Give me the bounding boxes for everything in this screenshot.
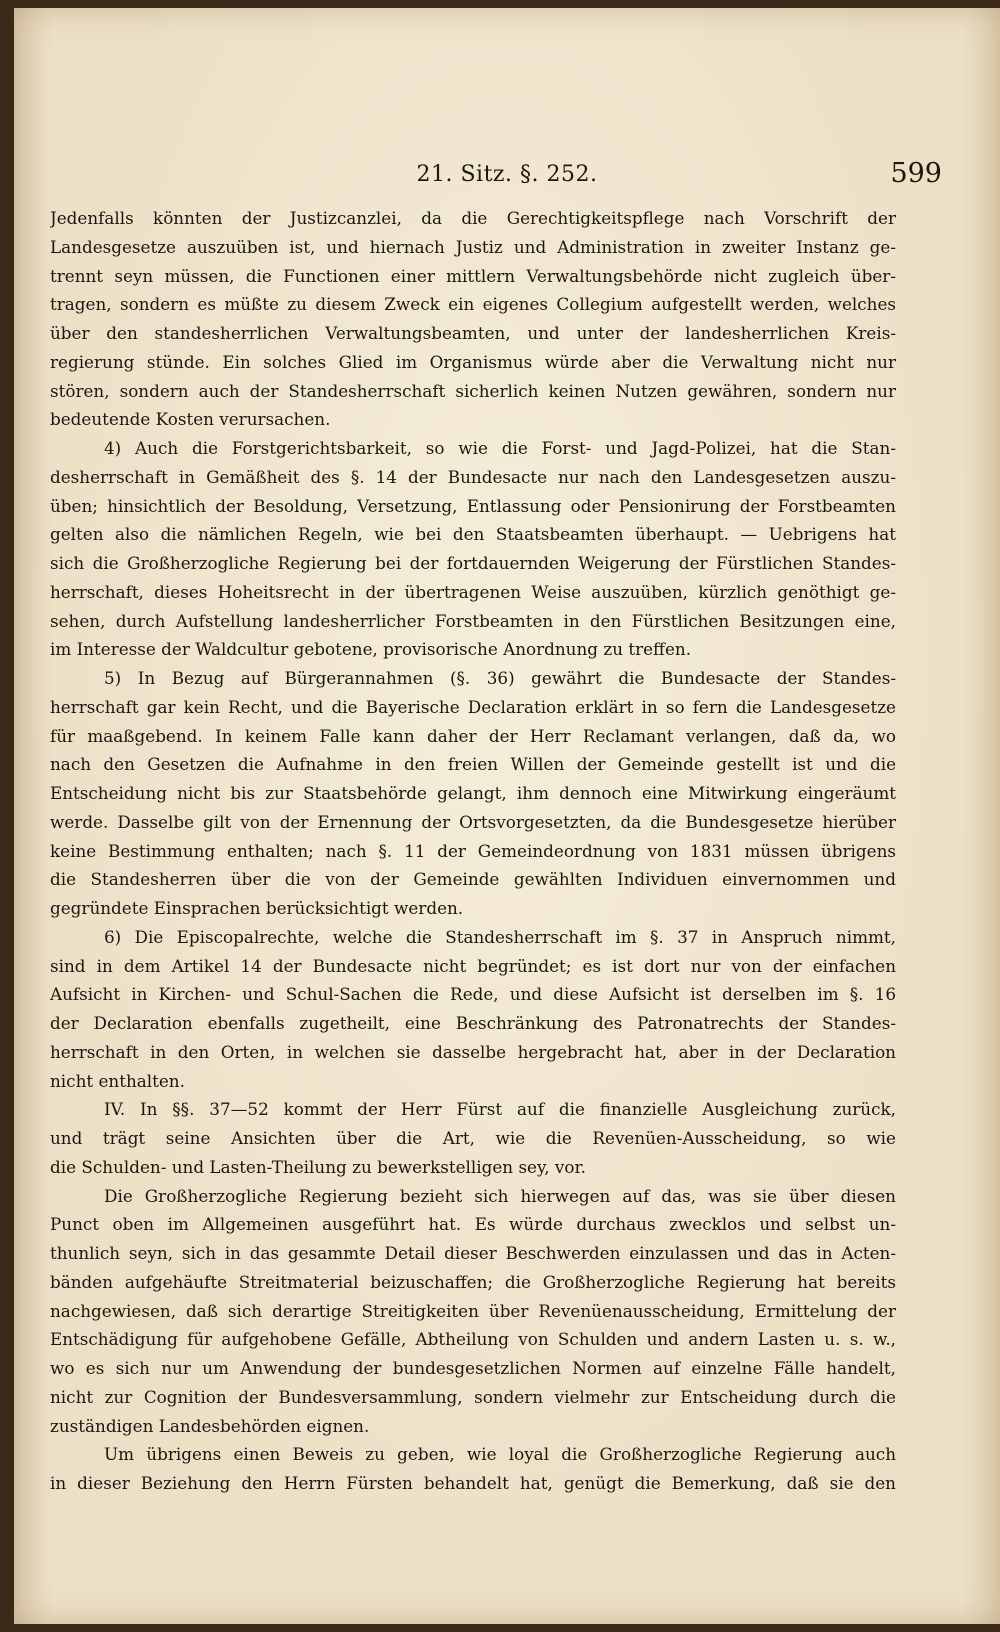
page-number: 599 [890,158,942,189]
text-line: IV. In §§. 37—52 kommt der Herr Fürst auf die finanzielle Ausgleichung zurück, [104,1099,896,1120]
text-line: trennt seyn müssen, die Functionen einer mittlern Verwaltungsbehörde nicht zugleich über- [50,265,896,286]
text-line: üben; hinsichtlich der Besoldung, Versetzung, Entlassung oder Pensionirung der Forstbeamten [50,495,896,516]
text-line: sich die Großherzogliche Regierung bei der fortdauernden Weigerung der Fürstlichen Standes- [50,553,896,573]
text-line: nachgewiesen, daß sich derartige Streitigkeiten über Revenüenausscheidung, Ermittelung der [50,1300,896,1321]
text-line: die Schulden- und Lasten-Theilung zu bewerkstelligen sey, vor. [50,1156,587,1177]
text-line: herrschaft gar kein Recht, und die Bayerische Declaration erklärt in so fern die Landesgesetze [50,696,896,717]
text-line: gelten also die nämlichen Regeln, wie bei den Staatsbeamten überhaupt. — Uebrigens hat [50,524,896,545]
text-line: herrschaft, dieses Hoheitsrecht in der übertragenen Weise auszuüben, kürzlich genöthigt ge- [50,581,896,602]
text-line: herrschaft in den Orten, in welchen sie dasselbe hergebracht hat, aber in der Declaration [50,1041,896,1062]
text-line: nicht enthalten. [50,1070,185,1091]
text-line: Landesgesetze auszuüben ist, und hiernach Justiz und Administration in zweiter Instanz ge- [50,236,896,257]
text-line: bedeutende Kosten verursachen. [50,409,331,430]
body-text [50,204,896,1498]
text-line: und trägt seine Ansichten über die Art, wie die Revenüen-Ausscheidung, so wie [50,1128,896,1148]
text-line: Entscheidung nicht bis zur Staatsbehörde gelangt, ihm dennoch eine Mitwirkung eingeräumt [50,783,896,803]
text-line: werde. Dasselbe gilt von der Ernennung der Ortsvorgesetzten, da die Bundesgesetze hierüber [50,811,896,832]
text-line: 6) Die Episcopalrechte, welche die Standesherrschaft im §. 37 in Anspruch nimmt, [104,926,896,947]
text-line: wo es sich nur um Anwendung der bundesgesetzlichen Normen auf einzelne Fälle handelt, [50,1358,896,1378]
text-line: der Declaration ebenfalls zugetheilt, eine Beschränkung des Patronatrechts der Standes- [50,1013,896,1033]
text-line: tragen, sondern es müßte zu diesem Zweck ein eigenes Collegium aufgestellt werden, welches [50,294,896,315]
text-line: nicht zur Cognition der Bundesversammlung, sondern vielmehr zur Entscheidung durch die [50,1386,896,1407]
text-line: stören, sondern auch der Standesherrschaft sicherlich keinen Nutzen gewähren, sondern nur [50,380,896,401]
text-line: die Standesherren über die von der Gemeinde gewählten Individuen einvernommen und [50,869,896,890]
text-line: Jedenfalls könnten der Justizcanzlei, da die Gerechtigkeitspflege nach Vorschrift der [50,208,896,228]
document-page [14,8,1000,1624]
text-line: Punct oben im Allgemeinen ausgeführt hat. Es würde durchaus zwecklos und selbst un- [50,1214,896,1235]
text-line: für maaßgebend. In keinem Falle kann daher der Herr Reclamant verlangen, daß da, wo [50,725,896,746]
text-line: in dieser Beziehung den Herrn Fürsten behandelt hat, genügt die Bemerkung, daß sie den [50,1473,896,1493]
text-line: gegründete Einsprachen berücksichtigt werden. [50,898,464,918]
running-head: 21. Sitz. §. 252. [416,162,598,187]
text-line: Aufsicht in Kirchen- und Schul-Sachen die Rede, und diese Aufsicht ist derselben im §. 16 [50,984,896,1005]
text-line: Die Großherzogliche Regierung bezieht sich hierwegen auf das, was sie über diesen [104,1185,896,1206]
text-line: Entschädigung für aufgehobene Gefälle, Abtheilung von Schulden und andern Lasten u. s. w., [50,1329,896,1350]
text-line: Um übrigens einen Beweis zu geben, wie loyal die Großherzogliche Regierung auch [104,1444,896,1465]
page-header [54,158,960,198]
text-line: 4) Auch die Forstgerichtsbarkeit, so wie die Forst- und Jagd-Polizei, hat die Stan- [104,438,896,458]
text-line: keine Bestimmung enthalten; nach §. 11 der Gemeindeordnung von 1831 müssen übrigens [50,840,896,861]
text-line: thunlich seyn, sich in das gesammte Detail dieser Beschwerden einzulassen und das in Acten- [50,1243,896,1263]
text-line: regierung stünde. Ein solches Glied im Organismus würde aber die Verwaltung nicht nur [50,351,896,372]
text-line: über den standesherrlichen Verwaltungsbeamten, und unter der landesherrlichen Kreis- [50,323,896,343]
text-line: 5) In Bezug auf Bürgerannahmen (§. 36) gewährt die Bundesacte der Standes- [104,668,896,688]
text-line: bänden aufgehäufte Streitmaterial beizuschaffen; die Großherzogliche Regierung hat bereits [50,1271,896,1292]
text-line: nach den Gesetzen die Aufnahme in den freien Willen der Gemeinde gestellt ist und die [50,754,896,775]
text-line: im Interesse der Waldcultur gebotene, provisorische Anordnung zu treffen. [50,639,692,660]
text-line: desherrschaft in Gemäßheit des §. 14 der Bundesacte nur nach den Landesgesetzen auszu- [50,466,896,487]
text-line: zuständigen Landesbehörden eignen. [50,1415,370,1436]
text-line: sind in dem Artikel 14 der Bundesacte nicht begründet; es ist dort nur von der einfachen [50,955,896,976]
text-line: sehen, durch Aufstellung landesherrlicher Forstbeamten in den Fürstlichen Besitzungen eine, [50,610,896,631]
